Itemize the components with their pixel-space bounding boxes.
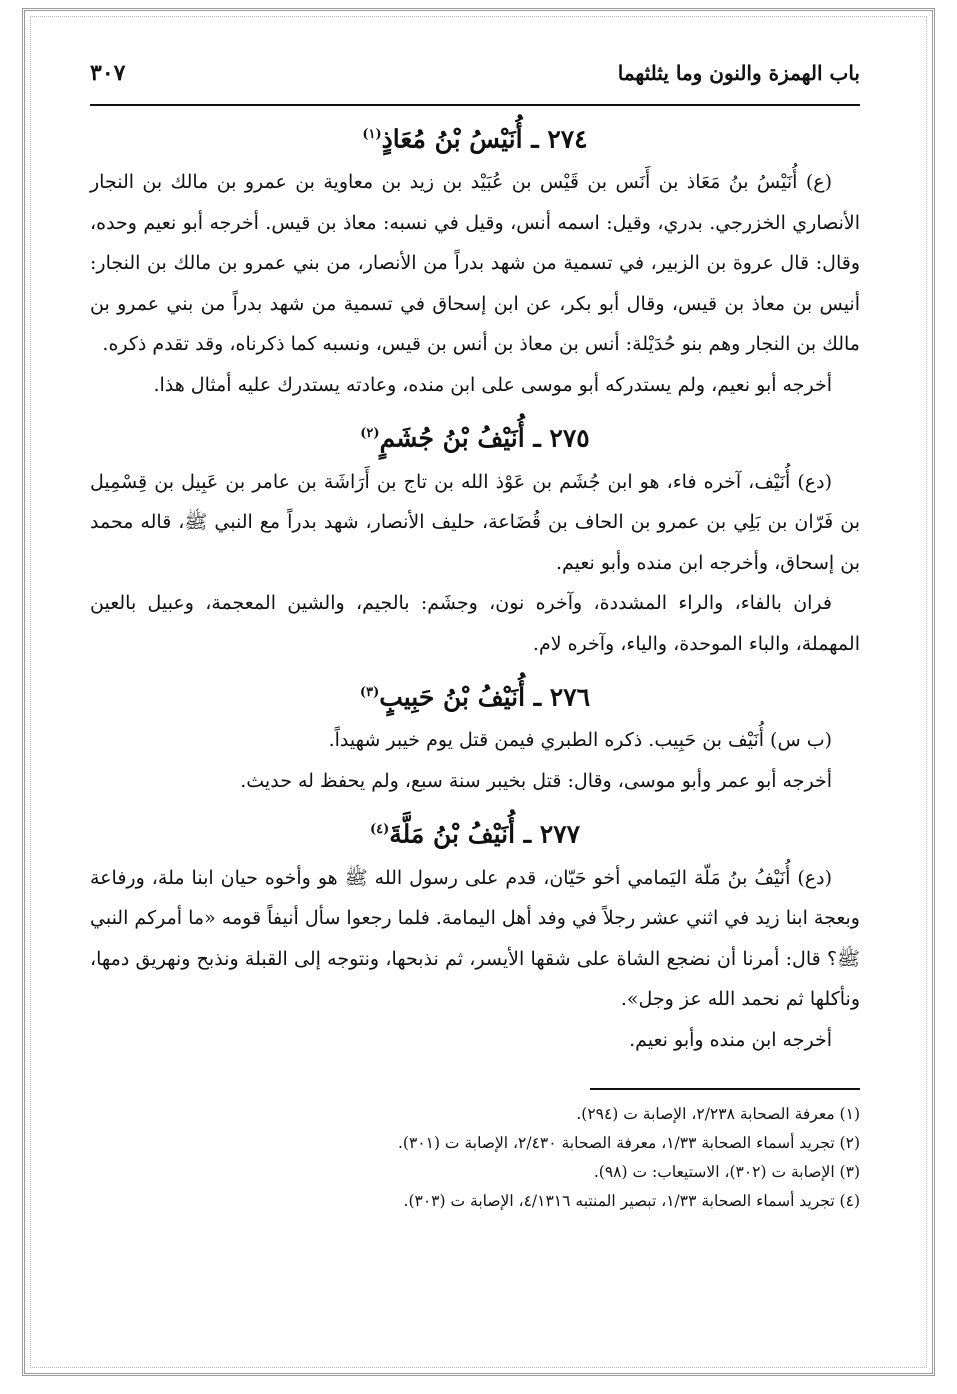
running-title: باب الهمزة والنون وما يثلثهما bbox=[617, 61, 860, 85]
footnote-ref: (١) bbox=[362, 127, 382, 142]
document-page bbox=[90, 60, 860, 1216]
entry-title-274 bbox=[90, 118, 860, 156]
entry-paragraph: (ع) أُنَيْسُ بنُ مَعَاذ بن أَنَس بن قَيْس بن عُبَيْد بن زيد بن معاوية بن عمرو بن مالك بن النجار الأنصاري الخزرجي. بدري، وقيل: اسمه أنس، وقيل في نسبه: معاذ بن قيس. أخرجه أبو نعيم وحده، وقال: قال عروة بن الزبير، في تسمية من شهد بدراً من الأنصار، من بني عمرو بن مالك بن النجار: أنيس بن معاذ بن قيس، وقال أبو بكر، عن ابن إسحاق في تسمية من شهد بدراً من بني عمرو بن مالك بن النجار وهم بنو حُدَيْلة: أنس بن معاذ بن أنس بن قيس، ونسبه كما ذكرناه، وقد تقدم ذكره. bbox=[90, 171, 860, 356]
entry-title-text: ٢٧٦ ـ أُنَيْفُ بْنُ حَبِيبٍ bbox=[379, 682, 591, 712]
footnotes bbox=[90, 1100, 860, 1216]
footnote-item: (٤) تجريد أسماء الصحابة ١/٣٣، تبصير المنتبه ٤/١٣١٦، الإصابة ت (٣٠٣). bbox=[403, 1192, 860, 1211]
entry-paragraph: أخرجه ابن منده وأبو نعيم. bbox=[629, 1028, 832, 1051]
footnote-item: (١) معرفة الصحابة ٢/٢٣٨، الإصابة ت (٢٩٤). bbox=[576, 1105, 860, 1124]
page-header bbox=[90, 60, 860, 106]
entry-title-text: ٢٧٧ ـ أُنَيْفُ بْنُ مَلَّةَ bbox=[389, 819, 581, 849]
footnote-divider bbox=[590, 1088, 860, 1090]
entry-paragraph: أخرجه أبو نعيم، ولم يستدركه أبو موسى على ابن منده، وعادته يستدرك عليه أمثال هذا. bbox=[153, 373, 832, 396]
entry-paragraph: فران بالفاء، والراء المشددة، وآخره نون، وجشَم: بالجيم، والشين المعجمة، وعبيل بالعين المهملة، والباء الموحدة، والياء، وآخره لام. bbox=[90, 592, 860, 655]
entry-paragraph: أخرجه أبو عمر وأبو موسى، وقال: قتل بخيبر سنة سبع، ولم يحفظ له حديث. bbox=[240, 769, 832, 792]
footnote-item: (٢) تجريد أسماء الصحابة ١/٣٣، معرفة الصحابة ٢/٤٣٠، الإصابة ت (٣٠١). bbox=[397, 1134, 860, 1153]
page-number: ٣٠٧ bbox=[90, 60, 126, 86]
footnote-ref: (٢) bbox=[360, 426, 380, 442]
footnote-ref: (٣) bbox=[359, 685, 380, 701]
footnote-ref: (٤) bbox=[369, 822, 390, 838]
entry-paragraph: (دع) أُنَيْفُ بنُ مَلّة اليَمامي أخو حَيّان، قدم على رسول الله ﷺ هو وأخوه حيان ابنا ملة، ورفاعة وبعجة ابنا زيد في اثني عشر رجلاً في وفد أهل اليمامة. فلما رجعوا سأل أنيفاً قومه «ما أمركم النبي ﷺ؟ قال: أمرنا أن نضجع الشاة على شقها الأيسر، ثم نذبحها، ونتوجه إلى القبلة ونذبح ونهريق دمها، ونأكلها ثم نحمد الله عز وجل». bbox=[90, 866, 860, 1011]
entry-title-276 bbox=[90, 676, 860, 714]
entry-paragraph: (دع) أُنَيْف، آخره فاء، هو ابن جُشَم بن عَوْذ الله بن تاج بن أَرَاشَة بن عامر بن عَبِيل بن قِسْمِيل بن فَرّان بن بَلِي بن عمرو بن الحاف بن قُضَاعة، حليف الأنصار، شهد بدراً مع النبي ﷺ، قاله محمد بن إسحاق، وأخرجه ابن منده وأبو نعيم. bbox=[90, 470, 860, 574]
entry-title-text: ٢٧٥ ـ أُنَيْفُ بْنُ جُشَمٍ bbox=[379, 423, 590, 453]
entry-title-277 bbox=[90, 813, 860, 851]
entry-title-text: ٢٧٤ ـ أُنَيْسُ بْنُ مُعَاذٍ bbox=[381, 124, 588, 154]
entry-paragraph: (ب س) أُنَيْف بن حَبِيب. ذكره الطبري فيمن قتل يوم خيبر شهيداً. bbox=[328, 729, 832, 752]
footnote-item: (٣) الإصابة ت (٣٠٢)، الاستيعاب: ت (٩٨). bbox=[593, 1163, 860, 1182]
entry-title-275 bbox=[90, 417, 860, 455]
